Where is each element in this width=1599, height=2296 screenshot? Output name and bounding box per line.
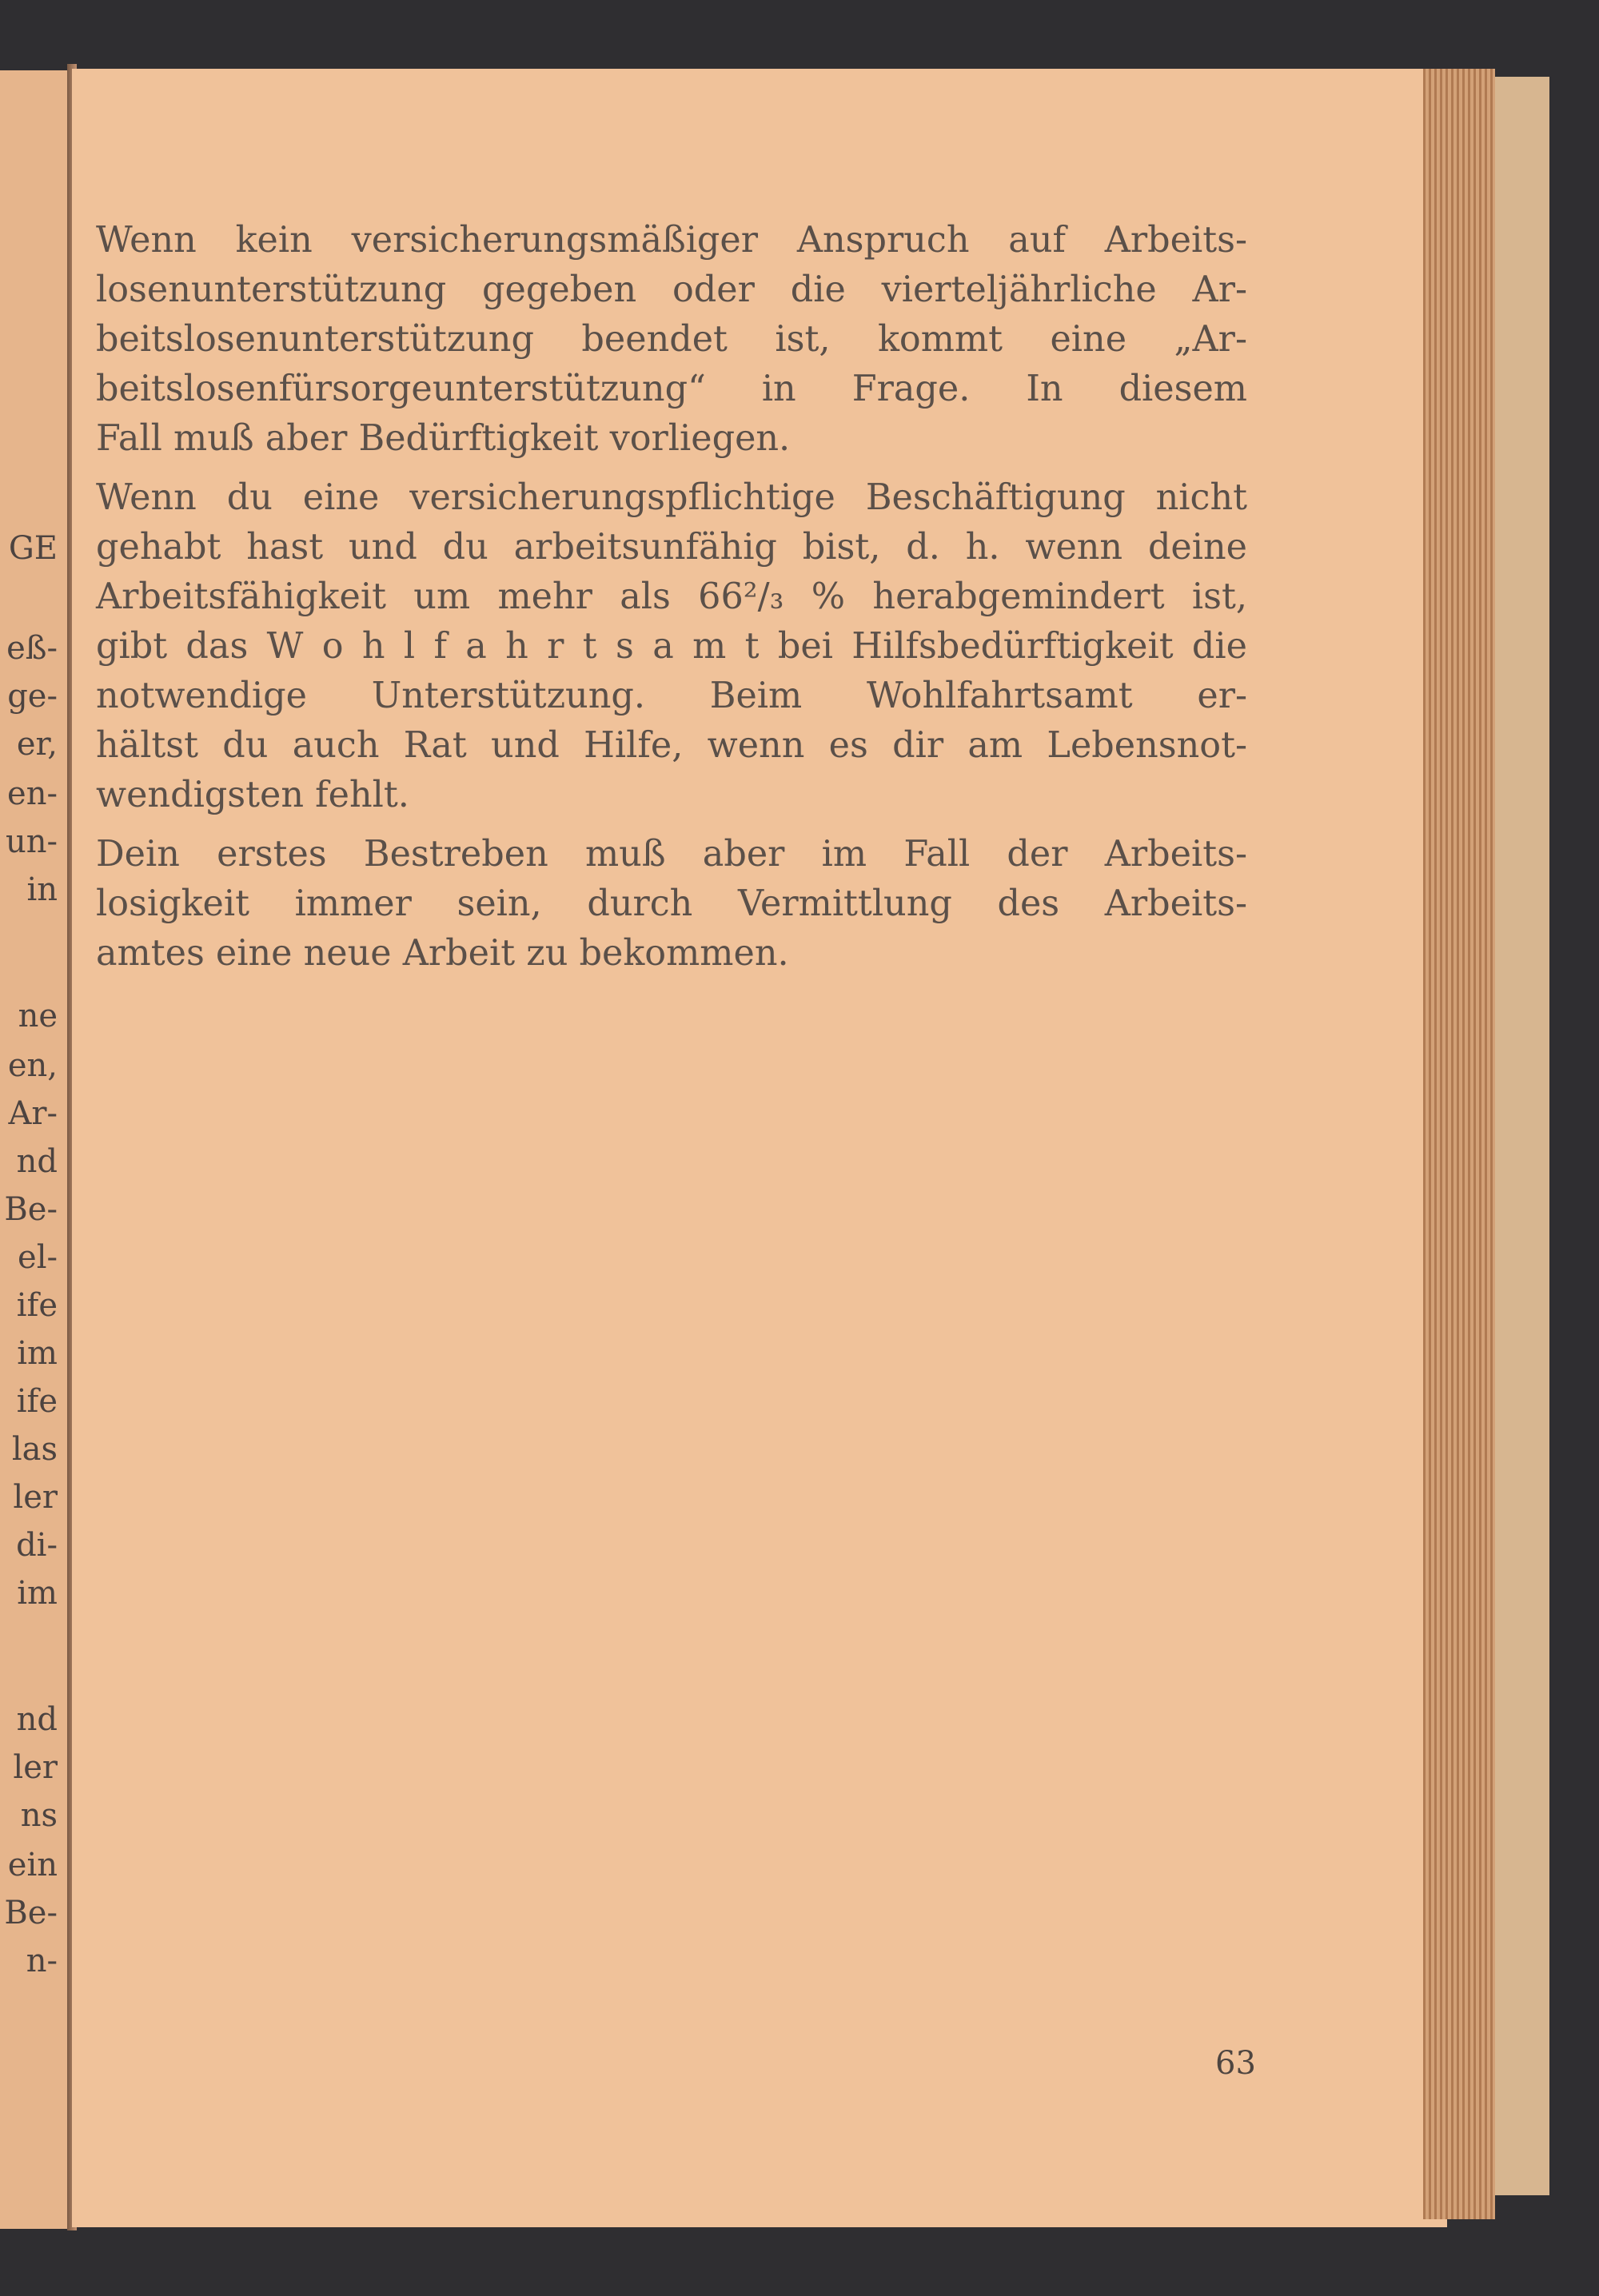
text-line: Dein erstes Bestreben muß aber im Fall der Arbeits- [96, 834, 1247, 875]
left-fragment: di- [16, 1527, 58, 1564]
left-fragment: er, [16, 726, 58, 763]
text-line: notwendige Unterstützung. Beim Wohlfahrtsamt er- [96, 676, 1247, 716]
left-fragment: un- [5, 823, 58, 860]
left-fragment: ns [20, 1797, 58, 1834]
left-fragment: Ar- [8, 1095, 58, 1132]
text-line: gehabt hast und du arbeitsunfähig bist, d. h. wenn deine [96, 527, 1247, 568]
left-fragment: ler [13, 1479, 58, 1516]
text-line: beitslosenfürsorgeunterstützung“ in Frage. In diesem [96, 369, 1247, 409]
text-line: amtes eine neue Arbeit zu bekommen. [96, 933, 789, 974]
paragraph-3 [96, 830, 1247, 979]
left-fragment: n- [26, 1943, 58, 1979]
paragraph-2 [96, 473, 1247, 820]
left-fragment: el- [18, 1239, 58, 1276]
left-fragment: im [17, 1335, 58, 1372]
left-fragment: eß- [6, 630, 58, 667]
paragraph-1 [96, 216, 1247, 464]
left-fragment: ne [18, 998, 58, 1034]
page-edges [1423, 69, 1495, 2219]
left-fragment: nd [16, 1143, 58, 1180]
left-fragment: ler [13, 1749, 58, 1786]
text-line: wendigsten fehlt. [96, 775, 409, 815]
left-fragment: en- [7, 775, 58, 812]
left-fragment: ein [7, 1847, 58, 1883]
left-fragment: nd [16, 1701, 58, 1738]
text-line: losigkeit immer sein, durch Vermittlung des Arbeits- [96, 883, 1247, 924]
left-fragment: Be- [4, 1191, 58, 1228]
text-line: Wenn kein versicherungsmäßiger Anspruch auf Arbeits- [96, 220, 1247, 261]
page-number: 63 [1215, 2045, 1256, 2082]
left-fragment: en, [7, 1047, 58, 1084]
left-page-text-fragments [0, 70, 67, 2229]
text-line: gibt das W o h l f a h r t s a m t bei Hilfsbedürftigkeit die [96, 626, 1247, 667]
text-line: Arbeitsfähigkeit um mehr als 66²/₃ % herabgemindert ist, [96, 576, 1247, 617]
left-fragment: ife [16, 1383, 58, 1420]
text-line: beitslosenunterstützung beendet ist, kommt eine „Ar- [96, 319, 1247, 360]
left-fragment: ife [16, 1287, 58, 1324]
left-fragment: im [17, 1575, 58, 1612]
text-line: hältst du auch Rat und Hilfe, wenn es dir am Lebensnot- [96, 725, 1247, 766]
text-line: losenunterstützung gegeben oder die vierteljährliche Ar- [96, 269, 1247, 310]
left-fragment: las [11, 1431, 58, 1468]
page-edge-outer [1492, 77, 1549, 2195]
left-page-sliver [0, 70, 67, 2229]
left-fragment: Be- [4, 1895, 58, 1931]
body-text [96, 216, 1247, 988]
left-fragment: in [26, 871, 58, 908]
text-line: Fall muß aber Bedürftigkeit vorliegen. [96, 418, 791, 459]
text-line: Wenn du eine versicherungspflichtige Beschäftigung nicht [96, 477, 1247, 518]
left-fragment: ge- [7, 678, 58, 715]
left-fragment: GE [8, 530, 58, 567]
